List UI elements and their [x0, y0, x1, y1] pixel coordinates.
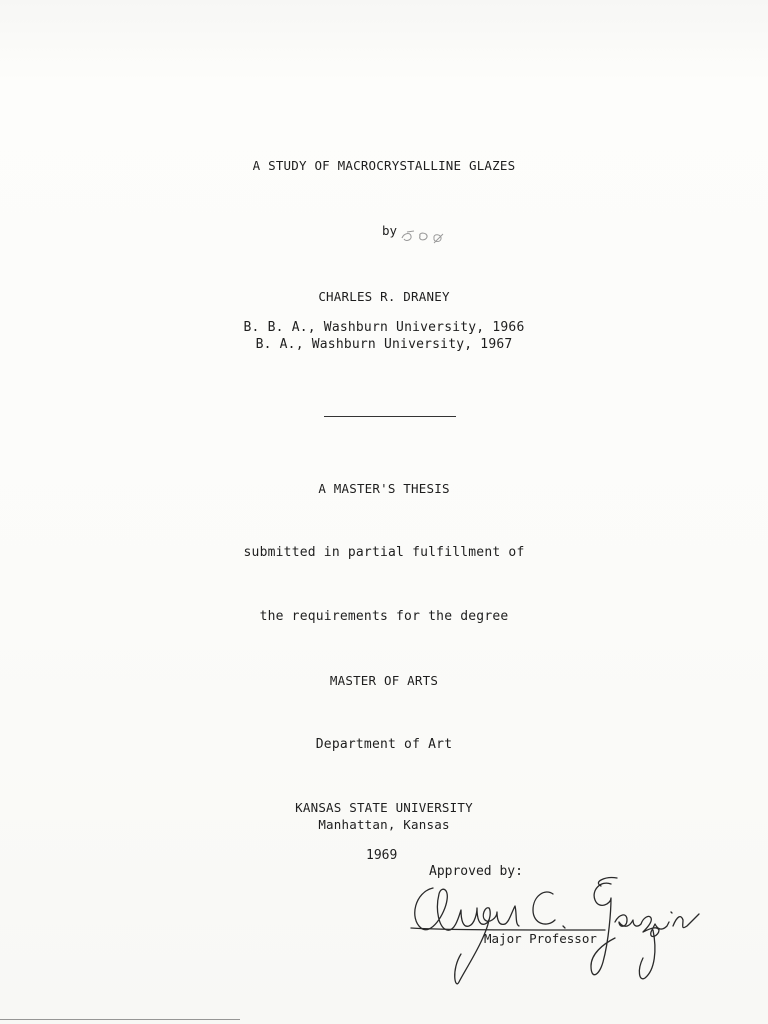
department: Department of Art — [315, 737, 453, 752]
thesis-title: A STUDY OF MACROCRYSTALLINE GLAZES — [252, 158, 516, 173]
degree-name: MASTER OF ARTS — [329, 673, 439, 688]
thesis-year: 1969 — [366, 848, 398, 863]
submission-line-1: submitted in partial fulfillment of — [243, 545, 525, 560]
approved-by-label: Approved by: — [429, 864, 523, 879]
degree-line-2: B. A., Washburn University, 1967 — [255, 337, 513, 352]
university-name: KANSAS STATE UNIVERSITY — [295, 800, 473, 815]
scan-edge-line — [0, 1019, 240, 1020]
handwritten-signature — [405, 870, 705, 995]
author-name: CHARLES R. DRANEY — [318, 289, 450, 304]
submission-line-2: the requirements for the degree — [259, 609, 509, 624]
degree-line-1: B. B. A., Washburn University, 1966 — [243, 320, 525, 335]
divider-rule — [324, 416, 456, 417]
document-type: A MASTER'S THESIS — [318, 481, 450, 496]
handwritten-pencil-mark — [398, 224, 456, 246]
by-label: by — [382, 223, 398, 238]
university-location: Manhattan, Kansas — [318, 817, 450, 832]
major-professor-label: Major Professor — [484, 931, 597, 946]
